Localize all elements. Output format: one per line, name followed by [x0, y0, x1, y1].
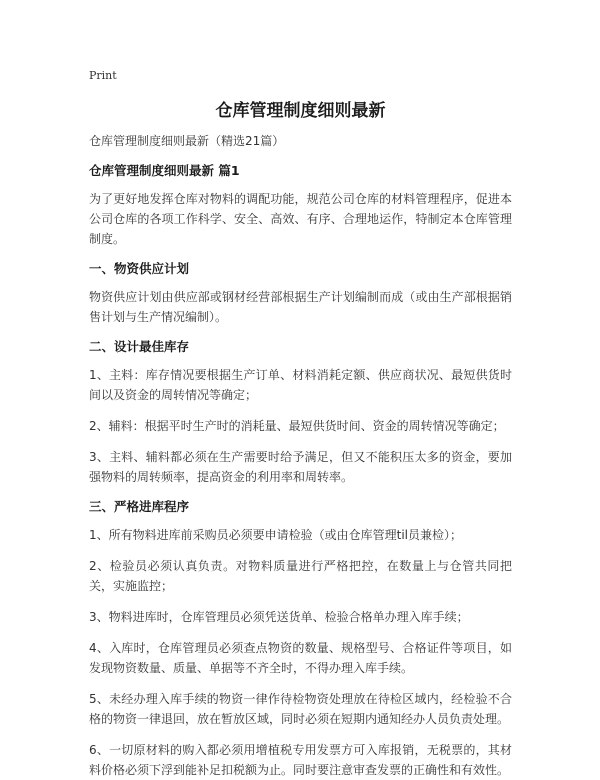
section-heading-optimal-inventory: 二、设计最佳库存: [89, 339, 190, 354]
inventory-paragraph: 1、主料：库存情况要根据生产订单、材料消耗定额、供应商状况、最短供货时间以及资金的周转情况等确定；: [89, 368, 512, 402]
procedure-paragraph: 1、所有物料进库前采购员必须要申请检验（或由仓库管理til员兼检）；: [89, 528, 463, 542]
section-heading-warehousing-procedure: 三、严格进库程序: [89, 499, 190, 514]
article-heading: 仓库管理制度细则最新 篇1: [89, 163, 240, 178]
procedure-paragraph: 3、物料进库时，仓库管理员必须凭送货单、检验合格单办理入库手续；: [89, 610, 469, 624]
document-subtitle: 仓库管理制度细则最新（精选21篇）: [89, 134, 285, 148]
procedure-paragraph: 2、检验员必须认真负责。对物料质量进行严格把控，在数量上与仓管共同把关，实施监控；: [89, 559, 512, 593]
print-label: Print: [89, 69, 117, 82]
procedure-paragraph: 5、未经办理入库手续的物资一律作待检物资处理放在待检区域内，经检验不合格的物资一律退回，放在暂放区域，同时必须在短期内通知经办人员负责处理。: [89, 692, 512, 726]
procedure-paragraph: 6、一切原材料的购入都必须用增植税专用发票方可入库报销，无税票的，其材料价格必须下浮到能补足扣税额为止。同时要注意审查发票的正确性和有效性。: [89, 743, 512, 777]
inventory-paragraph: 2、辅料：根据平时生产时的消耗量、最短供货时间、资金的周转情况等确定；: [89, 419, 505, 433]
inventory-paragraph: 3、主料、辅料都必须在生产需要时给予满足，但又不能积压太多的资金，要加强物料的周转频率，提高资金的利用率和周转率。: [89, 450, 512, 484]
intro-paragraph: 为了更好地发挥仓库对物料的调配功能，规范公司仓库的材料管理程序，促进本公司仓库的各项工作科学、安全、高效、有序、合理地运作，特制定本仓库管理制度。: [89, 192, 512, 246]
section-heading-supply-plan: 一、物资供应计划: [89, 261, 190, 276]
supply-plan-paragraph: 物资供应计划由供应部或钢材经营部根据生产计划编制而成（或由生产部根据销售计划与生产情况编制）。: [89, 290, 512, 324]
document-title: 仓库管理制度细则最新: [215, 101, 386, 121]
procedure-paragraph: 4、入库时，仓库管理员必须查点物资的数量、规格型号、合格证件等项目，如发现物资数量、质量、单据等不齐全时，不得办理入库手续。: [89, 641, 512, 675]
